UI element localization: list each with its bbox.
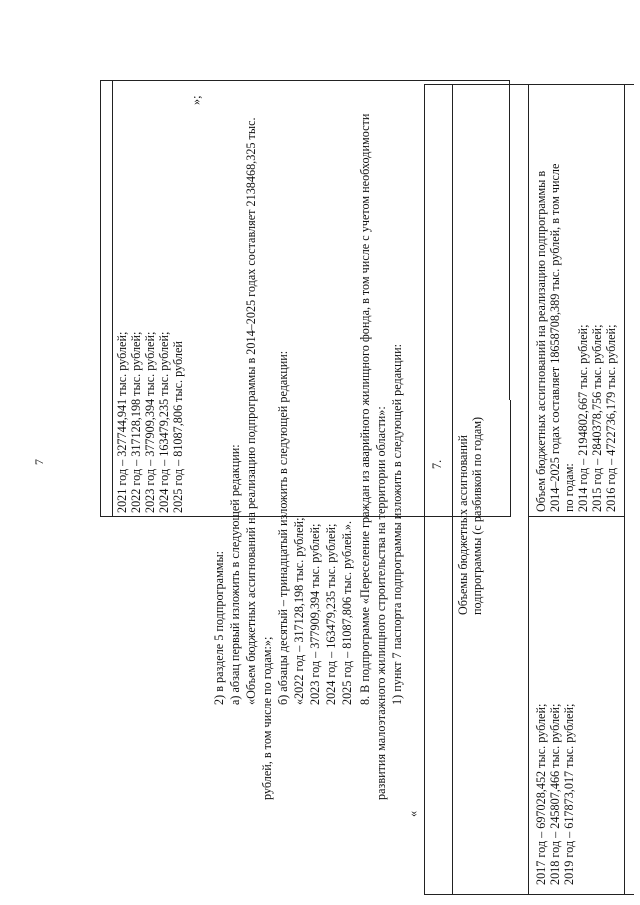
body-line: 2) в разделе 5 подпрограммы: [212,550,226,705]
value-line: 2014 год – 2194802,667 тыс. рублей; [576,324,590,512]
body-line: «Объем бюджетных ассигнований на реализацию подпрограммы в 2014–2025 годах составляет 2138468,325 тыс. [244,117,258,705]
top-table-line: 2021 год – 327744,941 тыс. рублей; [115,331,129,513]
body-line: 1) пункт 7 паспорта подпрограммы изложить в следующей редакции: [390,344,404,705]
bottom-table-inner-divider [528,516,624,517]
body-line: « [406,810,420,817]
body-line: «2022 год – 317128,198 тыс. рублей; [292,517,306,705]
closing-quote: »; [189,95,203,105]
body-line: развития малоэтажного жилищного строительства на территории области»: [374,406,388,800]
bottom-table-top-border [424,85,425,895]
bottom-table-col-divider-2 [528,85,529,895]
body-line: 2024 год – 163479,235 тыс. рублей; [324,523,338,705]
value-line: Объем бюджетных ассигнований на реализацию подпрограммы в [534,170,548,512]
body-line: рублей, в том числе по годам:»; [260,636,274,800]
top-table-line: 2025 год – 81087,806 тыс. рублей [171,341,185,513]
body-line: б) абзацы десятый – тринадцатый изложить в следующей редакции: [276,350,290,705]
top-table-line: 2024 год – 163479,235 тыс. рублей; [157,331,171,513]
body-line: 2023 год – 377909,394 тыс. рублей; [308,523,322,705]
row-number: 7. [430,459,444,469]
label-line: Объемы бюджетных ассигнований [456,434,470,615]
value-line: 2019 год – 617873,017 тыс. рублей; [562,703,576,885]
top-table-line: 2023 год – 377909,394 тыс. рублей; [143,331,157,513]
value-line: по годам: [562,463,576,512]
page-number: 7 [32,459,46,465]
value-line: 2018 год – 245807,466 тыс. рублей; [548,703,562,885]
label-line: подпрограммы (с разбивкой по годам) [470,416,484,615]
body-line: а) абзац первый изложить в следующей редакции: [228,444,242,705]
top-table-line: 2022 год – 317128,198 тыс. рублей; [129,331,143,513]
body-line: 2025 год – 81087,806 тыс. рублей.». [340,520,354,705]
bottom-table-col-divider-1 [452,85,453,895]
top-table-col-divider [112,80,113,517]
value-line: 2014–2025 годах составляет 18658708,389 тыс. рублей, в том числе [548,163,562,512]
body-line: 8. В подпрограмме «Переселение граждан из аварийного жилищного фонда, в том числе с учетом необходимости [358,113,372,705]
bottom-table-bottom-border [624,85,625,895]
value-line: 2015 год – 2840378,756 тыс. рублей; [590,324,604,512]
value-line: 2016 год – 4722736,179 тыс. рублей; [604,324,618,512]
value-line: 2017 год – 697028,452 тыс. рублей; [534,703,548,885]
bottom-table-right-edge [424,84,634,85]
bottom-table-left-edge [424,894,634,895]
